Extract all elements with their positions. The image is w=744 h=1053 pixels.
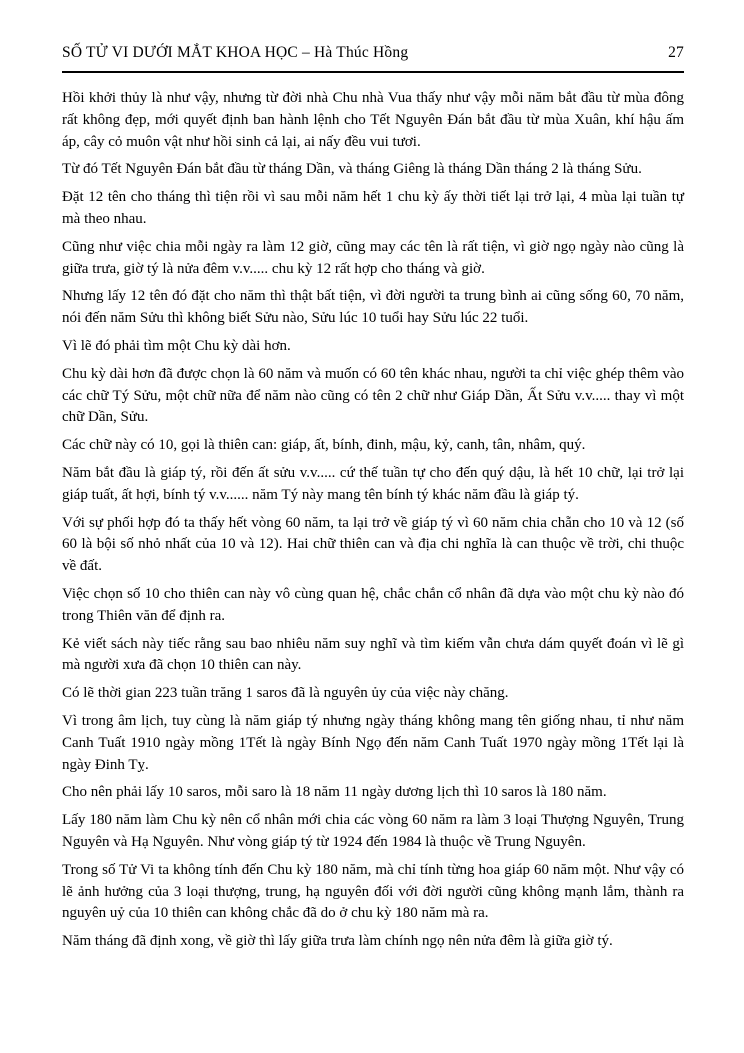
page-number: 27: [668, 44, 684, 61]
paragraph: Hồi khởi thủy là như vậy, nhưng từ đời nhà Chu nhà Vua thấy như vậy mỗi năm bắt đầu từ mùa đông rất không đẹp, mới quyết định ban hành lệnh cho Tết Nguyên Đán bắt đầu từ mùa Xuân, khí hậu ấm áp, cây cỏ muôn vật như hồi sinh cả lại, ai nấy đều vui tươi.: [62, 90, 684, 150]
paragraph: Với sự phối hợp đó ta thấy hết vòng 60 năm, ta lại trở về giáp tý vì 60 năm chia chẵn cho 10 và 12 (số 60 là bội số nhỏ nhất của 10 và 12). Hai chữ thiên can và địa chi nghĩa là can thuộc về trời, chi thuộc về đất.: [62, 514, 684, 575]
paragraph: Vì lẽ đó phải tìm một Chu kỳ dài hơn.: [62, 337, 291, 354]
paragraph: Năm bắt đầu là giáp tý, rồi đến ất sửu v.v..... cứ thế tuần tự cho đến quý dậu, là hết 10 chữ, lại trở lại giáp tuất, ất hợi, bính tý v.v...... năm Tý này mang tên bính tý khác năm đầu là giáp tý.: [62, 464, 684, 503]
body-paragraphs: [62, 88, 684, 953]
paragraph: Cũng như việc chia mỗi ngày ra làm 12 giờ, cũng may các tên là rất tiện, vì giờ ngọ ngày nào cũng là giữa trưa, giờ tý là nửa đêm v.v..... chu kỳ 12 rất hợp cho tháng và giờ.: [62, 238, 684, 277]
paragraph: Kẻ viết sách này tiếc rằng sau bao nhiêu năm suy nghĩ và tìm kiếm vẫn chưa dám quyết đoán vì lẽ gì mà người xưa đã chọn 10 thiên can này.: [62, 635, 684, 674]
paragraph: Đặt 12 tên cho tháng thì tiện rồi vì sau mỗi năm hết 1 chu kỳ ấy thời tiết lại trở lại, 4 mùa lại tuần tự mà theo nhau.: [62, 189, 684, 227]
paragraph: Trong số Tử Vi ta không tính đến Chu kỳ 180 năm, mà chỉ tính từng hoa giáp 60 năm một. Như vậy có lẽ ảnh hưởng của 3 loại thượng, trung, hạ nguyên đối với đời người cũng không mạnh lắm, thành ra nguyên uỷ của 10 thiên can không chắc đã do ở chu kỳ 180 năm mà ra.: [62, 861, 684, 922]
paragraph: Các chữ này có 10, gọi là thiên can: giáp, ất, bính, đinh, mậu, kỷ, canh, tân, nhâm, quý.: [62, 437, 586, 454]
paragraph: Cho nên phải lấy 10 saros, mỗi saro là 18 năm 11 ngày dương lịch thì 10 saros là 180 năm.: [62, 784, 607, 801]
paragraph: Có lẽ thời gian 223 tuần trăng 1 saros đã là nguyên ủy của việc này chăng.: [62, 685, 509, 702]
paragraph: Từ đó Tết Nguyên Đán bắt đầu từ tháng Dần, và tháng Giêng là tháng Dần tháng 2 là tháng Sửu.: [62, 161, 642, 178]
paragraph: Việc chọn số 10 cho thiên can này vô cùng quan hệ, chắc chắn cổ nhân đã dựa vào một chu kỳ nào đó trong Thiên văn để định ra.: [62, 585, 684, 624]
paragraph: Vì trong âm lịch, tuy cùng là năm giáp tý nhưng ngày tháng không mang tên giống nhau, tỉ như năm Canh Tuất 1910 ngày mồng 1Tết là ngày Bính Ngọ đến năm Canh Tuất 1970 ngày mồng 1Tết lại là ngày Đinh Tỵ.: [62, 712, 684, 773]
paragraph: Lấy 180 năm làm Chu kỳ nên cổ nhân mới chia các vòng 60 năm ra làm 3 loại Thượng Nguyên, Trung Nguyên và Hạ Nguyên. Như vòng giáp tý từ 1924 đến 1984 là thuộc về Trung Nguyên.: [62, 812, 684, 850]
paragraph: Năm tháng đã định xong, về giờ thì lấy giữa trưa làm chính ngọ nên nửa đêm là giữa giờ tý.: [62, 933, 613, 950]
paragraph: Chu kỳ dài hơn đã được chọn là 60 năm và muốn có 60 tên khác nhau, người ta chỉ việc ghép thêm vào các chữ Tý Sửu, một chữ nữa để năm nào cũng có tên 2 chữ như Giáp Dần, Ất Sửu v.v..... thay vì một chữ Dần, Sửu.: [62, 365, 684, 426]
book-title: SỐ TỬ VI DƯỚI MẮT KHOA HỌC – Hà Thúc Hồng: [62, 44, 409, 61]
paragraph: Nhưng lấy 12 tên đó đặt cho năm thì thật bất tiện, vì đời người ta trung bình ai cũng sống 60, 70 năm, nói đến năm Sửu thì không biết Sửu nào, Sửu lúc 10 tuổi hay Sửu lúc 22 tuổi.: [62, 288, 684, 327]
page-header: [62, 44, 684, 73]
